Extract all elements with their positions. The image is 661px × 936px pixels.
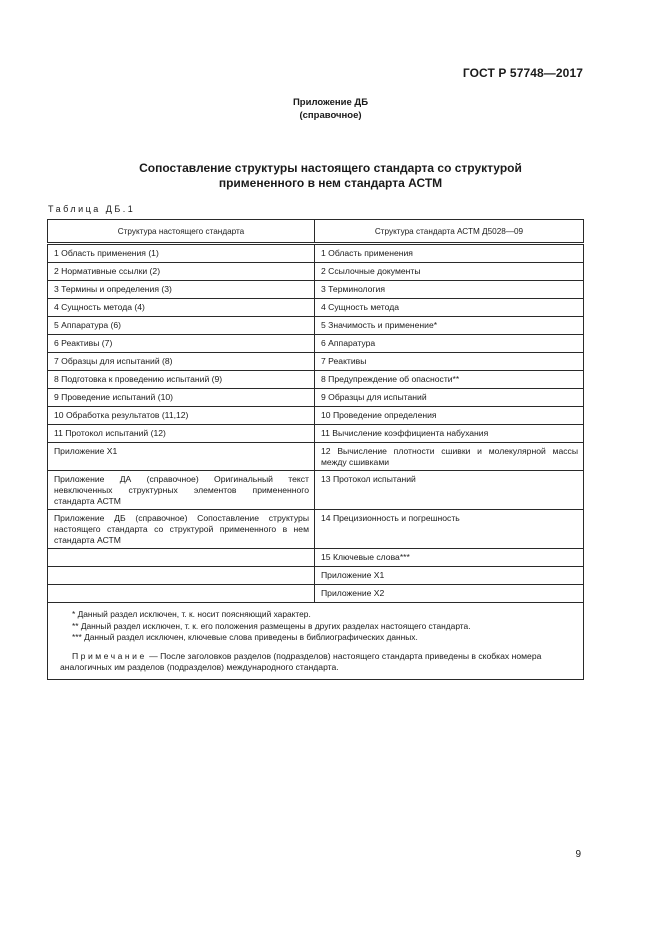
note-text: — После заголовков разделов (подразделов) настоящего стандарта приведены в скобках номера аналогичных им разделов (подразделов) международного стандарта. <box>60 650 542 672</box>
table-cell <box>48 549 315 567</box>
table-cell: Приложение ДБ (справочное) Сопоставление структуры настоящего стандарта со структурой примененного в нем стандарта АСТМ <box>48 510 315 549</box>
page-number: 9 <box>575 849 581 860</box>
table-cell: 12 Вычисление плотности сшивки и молекулярной массы между сшивками <box>315 443 584 471</box>
table-cell: 6 Реактивы (7) <box>48 335 315 353</box>
table-caption: Таблица ДБ.1 <box>48 204 136 214</box>
table-cell: 2 Ссылочные документы <box>315 263 584 281</box>
table-cell: 5 Аппаратура (6) <box>48 317 315 335</box>
table-row <box>48 443 584 471</box>
column-header: Структура стандарта АСТМ Д5028—09 <box>315 220 584 244</box>
table-row <box>48 317 584 335</box>
table-row <box>48 510 584 549</box>
column-header: Структура настоящего стандарта <box>48 220 315 244</box>
table-cell: 8 Подготовка к проведению испытаний (9) <box>48 371 315 389</box>
table-row <box>48 425 584 443</box>
table-notes <box>48 603 584 680</box>
footnote: * Данный раздел исключен, т. к. носит поясняющий характер. <box>72 609 311 619</box>
table-cell: 6 Аппаратура <box>315 335 584 353</box>
heading-line-2: примененного в нем стандарта АСТМ <box>218 176 443 190</box>
annex-title: Приложение ДБ <box>292 97 369 108</box>
footnote: ** Данный раздел исключен, т. к. его положения размещены в других разделах настоящего стандарта. <box>72 620 471 631</box>
table-cell: 8 Предупреждение об опасности** <box>315 371 584 389</box>
heading-line-1: Сопоставление структуры настоящего стандарта со структурой <box>139 161 522 175</box>
table-row <box>48 281 584 299</box>
table-cell <box>48 567 315 585</box>
table-cell <box>48 585 315 603</box>
table-cell: 5 Значимость и применение* <box>315 317 584 335</box>
table-row <box>48 407 584 425</box>
table-cell: 3 Терминология <box>315 281 584 299</box>
table-cell: 15 Ключевые слова*** <box>315 549 584 567</box>
comparison-table <box>47 219 584 680</box>
table-cell: 7 Реактивы <box>315 353 584 371</box>
table-cell: Приложение Х1 <box>48 443 315 471</box>
annex-heading <box>0 96 661 122</box>
table-cell: 10 Обработка результатов (11,12) <box>48 407 315 425</box>
table-cell: 10 Проведение определения <box>315 407 584 425</box>
table-row <box>48 299 584 317</box>
table-cell: 2 Нормативные ссылки (2) <box>48 263 315 281</box>
table-row <box>48 389 584 407</box>
table-cell: 14 Прецизионность и погрешность <box>315 510 584 549</box>
table-cell: Приложение Х1 <box>315 567 584 585</box>
footnote: *** Данный раздел исключен, ключевые слова приведены в библиографических данных. <box>72 632 418 642</box>
table-row <box>48 335 584 353</box>
table-cell: 9 Проведение испытаний (10) <box>48 389 315 407</box>
table-row <box>48 353 584 371</box>
table-cell: Приложение ДА (справочное) Оригинальный текст невключенных структурных элементов примененного стандарта АСТМ <box>48 471 315 510</box>
table-notes-row <box>48 603 584 680</box>
table-cell: 4 Сущность метода <box>315 299 584 317</box>
table-row <box>48 371 584 389</box>
table-cell: 4 Сущность метода (4) <box>48 299 315 317</box>
standard-code: ГОСТ Р 57748—2017 <box>462 66 583 80</box>
table-cell: 7 Образцы для испытаний (8) <box>48 353 315 371</box>
table-row <box>48 585 584 603</box>
table-row <box>48 471 584 510</box>
annex-subtitle: (справочное) <box>299 110 362 121</box>
table-cell: 11 Протокол испытаний (12) <box>48 425 315 443</box>
table-row <box>48 549 584 567</box>
note-label: Примечание <box>72 650 147 661</box>
table-row <box>48 244 584 263</box>
table-cell: 1 Область применения (1) <box>48 244 315 263</box>
table-row <box>48 567 584 585</box>
table-cell: 3 Термины и определения (3) <box>48 281 315 299</box>
table-row <box>48 263 584 281</box>
document-heading <box>0 161 661 191</box>
table-cell: 9 Образцы для испытаний <box>315 389 584 407</box>
table-note <box>60 651 575 674</box>
table-header-row <box>48 220 584 244</box>
table-cell: Приложение Х2 <box>315 585 584 603</box>
table-cell: 13 Протокол испытаний <box>315 471 584 510</box>
table-cell: 1 Область применения <box>315 244 584 263</box>
table-cell: 11 Вычисление коэффициента набухания <box>315 425 584 443</box>
